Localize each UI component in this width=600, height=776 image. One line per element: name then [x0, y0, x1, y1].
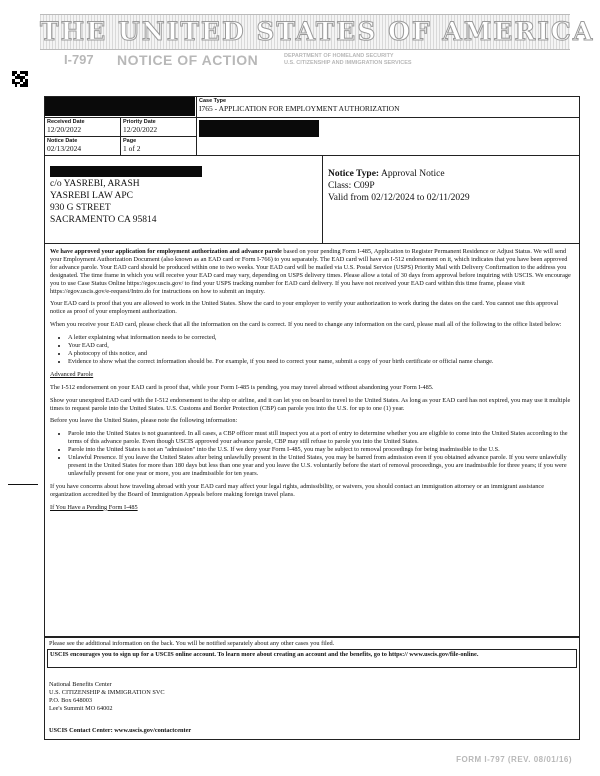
case-type-label: Case Type	[199, 98, 227, 104]
address-line-3: 930 G STREET	[50, 203, 111, 213]
correction-list	[68, 334, 574, 366]
redacted-beneficiary	[199, 120, 319, 137]
list-item: • Parole into the United States is not guaranteed. In all cases, a CBP officer must still inspect you at a port of entry to determine whether you are eligible to come into the United States according to the terms of this advance parole. Even though USCIS approved your advance parole, CBP may still refuse to parole you into the United States.	[68, 430, 574, 446]
center-line-1: National Benefits Center	[49, 681, 112, 688]
department-line-1: DEPARTMENT OF HOMELAND SECURITY	[284, 53, 394, 59]
paragraph-before-leaving: Before you leave the United States, please note the following information:	[50, 417, 238, 425]
banner	[40, 14, 595, 50]
center-line-2: U.S. CITIZENSHIP & IMMIGRATION SVC	[49, 689, 165, 696]
banner-title: THE UNITED STATES OF AMERICA	[40, 17, 595, 46]
case-type-value: I765 - APPLICATION FOR EMPLOYMENT AUTHORIZATION	[199, 104, 400, 113]
margin-line	[8, 484, 38, 485]
form-number: FORM I-797 (REV. 08/01/16)	[456, 755, 572, 764]
address-and-notice	[44, 156, 580, 244]
page-label: Page	[123, 138, 137, 144]
notice-type-label: Notice Type:	[328, 169, 380, 179]
paragraph-i512: The I-512 endorsement on your EAD card is proof that, while your Form I-485 is pending, you may travel abroad without abandoning your Form I-485.	[50, 383, 434, 391]
list-item: • Evidence to show what the correct information should be. For example, if you need to correct your name, submit a copy of your birth certificate or official name change.	[68, 358, 574, 366]
form-label: I-797	[64, 52, 94, 67]
notice-date-value: 02/13/2024	[47, 144, 82, 153]
heading-advanced-parole: Advanced Parole	[50, 370, 94, 378]
travel-notes-list	[68, 430, 574, 477]
notice-type-block	[328, 168, 470, 204]
center-line-4: Lee's Summit MO 64002	[49, 705, 113, 712]
list-item: • Your EAD card,	[68, 342, 574, 350]
notice-type-value: Approval Notice	[380, 169, 445, 179]
class-code: Class: C09P	[328, 181, 375, 191]
heading-pending-i485: If You Have a Pending Form I-485	[50, 503, 138, 511]
paragraph-check-card: When you receive your EAD card, please check that all the information on the card is correct. If you need to change any information on the card, please mail all of the following to the office listed below:	[50, 321, 562, 329]
priority-date-label: Priority Date	[123, 119, 156, 125]
address-line-1: c/o YASREBI, ARASH	[50, 179, 140, 189]
paragraph-approval	[50, 248, 574, 295]
address-line-2: YASREBI LAW APC	[50, 191, 133, 201]
notice-date-label: Notice Date	[47, 138, 78, 144]
notice-of-action-title: NOTICE OF ACTION	[117, 52, 259, 68]
department-name	[284, 53, 412, 66]
page-value: 1 of 2	[123, 144, 141, 153]
paragraph-concerns: If you have concerns about how traveling abroad with your EAD card may affect your legal rights, admissibility, or waivers, you should contact an immigration attorney or an immigrant assistance organization accredited by the Board of Immigration Appeals before making foreign travel plans.	[50, 482, 544, 498]
notice-body	[44, 244, 580, 637]
case-info-grid	[44, 96, 580, 156]
qr-code-icon	[12, 71, 28, 87]
footer	[44, 637, 580, 740]
list-item: • Parole into the United States is not an "admission" into the U.S. If we deny your Form I-485, you may be subject to removal proceedings for being inadmissible to the U.S.	[68, 446, 574, 454]
priority-date-value: 12/20/2022	[123, 125, 158, 134]
footer-note: Please see the additional information on the back. You will be notified separately about any other cases you filed.	[49, 640, 335, 647]
paragraph-proof: Your EAD card is proof that you are allowed to work in the United States. Show the card to your employer to verify your authorization to work during the dates on the card. You cannot use this approval notice as proof of your employment authorization.	[50, 300, 559, 316]
contact-center: USCIS Contact Center: www.uscis.gov/contactcenter	[49, 727, 192, 734]
received-date-label: Received Date	[47, 119, 85, 125]
address-line-4: SACRAMENTO CA 95814	[50, 215, 157, 225]
list-item: • A letter explaining what information needs to be corrected,	[68, 334, 574, 342]
center-line-3: P.O. Box 648003	[49, 697, 93, 704]
approval-lead: We have approved your application for employment authorization and advance parole	[50, 248, 282, 255]
online-account-note: USCIS encourages you to sign up for a USCIS online account. To learn more about creating an account and the benefits, go to https:// www.uscis.gov/file-online.	[47, 649, 577, 668]
validity-period: Valid from 02/12/2024 to 02/11/2029	[328, 193, 470, 203]
department-line-2: U.S. CITIZENSHIP AND IMMIGRATION SERVICES	[284, 59, 412, 66]
redacted-recipient-name	[50, 166, 202, 177]
received-date-value: 12/20/2022	[47, 125, 82, 134]
paragraph-travel: Show your unexpired EAD card with the I-512 endorsement to the ship or airline, and it can let you on board to travel to the United States. As long as your EAD card has not expired, you may use it multiple times to request parole into the United States. U.S. Customs and Border Protection (CBP) can parole you into the U.S. for up to one (1) year.	[50, 396, 571, 412]
list-item: • Unlawful Presence. If you leave the United States after being unlawfully present in the United States, you may be barred from admission even if you obtained advance parole. If you were unlawfully present in the United States for more than 180 days but less than one year and you leave the U.S. voluntarily before the start of removal proceedings, you are inadmissible for three years; if you were unlawfully present for one year or more, you are inadmissible for ten years.	[68, 454, 574, 478]
list-item: • A photocopy of this notice, and	[68, 350, 574, 358]
service-center-address	[49, 681, 165, 713]
mailing-address	[50, 178, 156, 226]
approval-text: based on your pending Form I-485, Application to Register Permanent Residence or Adjust Status. We will send your Employment Authorization Document (also known as an EAD card or Form I-766) to you separately. The EAD card will have an I-512 endorsement on it, which indicates that you have been approved for advance parole. Your EAD card should be produced within one to two weeks. Your EAD card will be mailed via U.S. Postal Service (USPS) Priority Mail with Delivery Confirmation to the address you designated. The time frame in which you will receive your EAD card may vary, depending on USPS delivery times. Please allow a total of 30 days from approval before inquiring with USCIS. We encourage you to use Case Status Online https://egov.uscis.gov/ to find your USPS tracking number for EAD card delivery. If you have not received your EAD card within this time frame, please visit https://egov.uscis.gov/e-request/Intro.do for instructions on how to submit an inquiry.	[50, 248, 571, 295]
notice-header	[64, 52, 584, 68]
